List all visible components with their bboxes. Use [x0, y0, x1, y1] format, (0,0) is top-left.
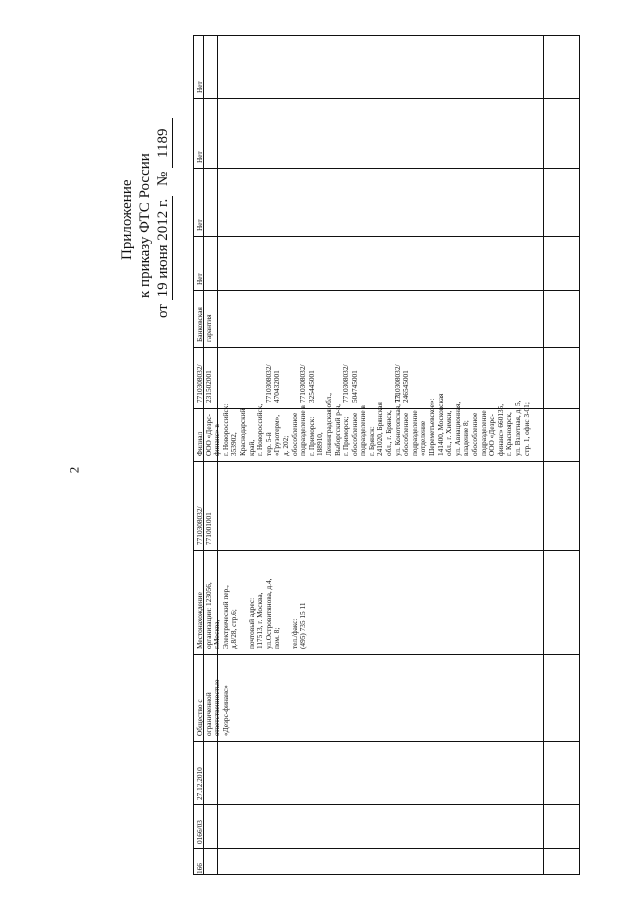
column-divider [194, 654, 579, 655]
column-divider [194, 347, 579, 348]
header-date-line [154, 18, 173, 318]
header-number-sign: № [155, 171, 171, 187]
branch-inn-kpp: 7710308032/ 231502001 7710308032/ 470432001 7710308032/ 325445001 7710308032/ 504745001 7710308032/ 246545001 [195, 364, 411, 403]
column-divider [194, 98, 579, 99]
inn-kpp: 7710308032/ 771001001 [195, 506, 213, 545]
column-divider [194, 804, 579, 805]
cell-col12: Нет [195, 151, 204, 163]
column-divider [194, 848, 579, 849]
column-divider [194, 236, 579, 237]
header-date-prefix: от [155, 304, 171, 318]
header-date: 19 июня 2012 г. [154, 196, 173, 301]
page-number: 2 [66, 466, 82, 474]
column-divider [194, 550, 579, 551]
organization-name: Общество с ограниченной ответственностью «Дезрс-финанс» [195, 679, 230, 736]
registry-table [193, 35, 580, 875]
cell-col11: Нет [195, 219, 204, 231]
column-divider [194, 741, 579, 742]
column-divider [194, 168, 579, 169]
appendix-header [118, 18, 178, 318]
reg-number: 0166/03 [195, 820, 204, 844]
header-title: Приложение [119, 179, 135, 260]
column-divider [194, 290, 579, 291]
row-number: 166 [195, 863, 204, 874]
organization-address: Местонахождение организации: 123056, г.Москва, Электрический пер., д.8/28, стр.6; почтовый адрес: 117513, г. Москва, ул.Островитянова, д.4, пом. 8; тел./факс: (495) 735 15 11 [195, 578, 308, 649]
column-divider [194, 461, 579, 462]
issue-date: 27.12.2010 [195, 767, 204, 800]
cell-col13: Нет [195, 81, 204, 93]
guarantee-type: Банковская гарантия [195, 307, 213, 342]
branches: Филиал ООО «Дезрс- финанс» в г. Новороссийск: 353902, Краснодарский край, г. Новороссийск, тер. 5-й «Грузотерм», д. 202; обособленное подразделение в г. Приморск: 188910, Ленинградская обл., Выборгский р-н, г. Приморск; обособленное подразделение в г. Брянск: 241020, Брянская обл., г. Брянск, ул. Конотопская, 13; обособленное подразделение «отделение Шереметьевское»: 141400, Московская обл., г. Химки, ул. Авиационная, владение 8; обособленное подразделение ООО «Дезрс- финанс» 660135, г. Красноярск, ул. Взлетная, д. 5, стр. 1, офис 3-01; [195, 392, 531, 456]
header-order: к приказу ФТС России [137, 153, 153, 298]
row-divider [543, 36, 544, 874]
header-number: 1189 [154, 119, 173, 168]
cell-col10: Нет [195, 273, 204, 285]
